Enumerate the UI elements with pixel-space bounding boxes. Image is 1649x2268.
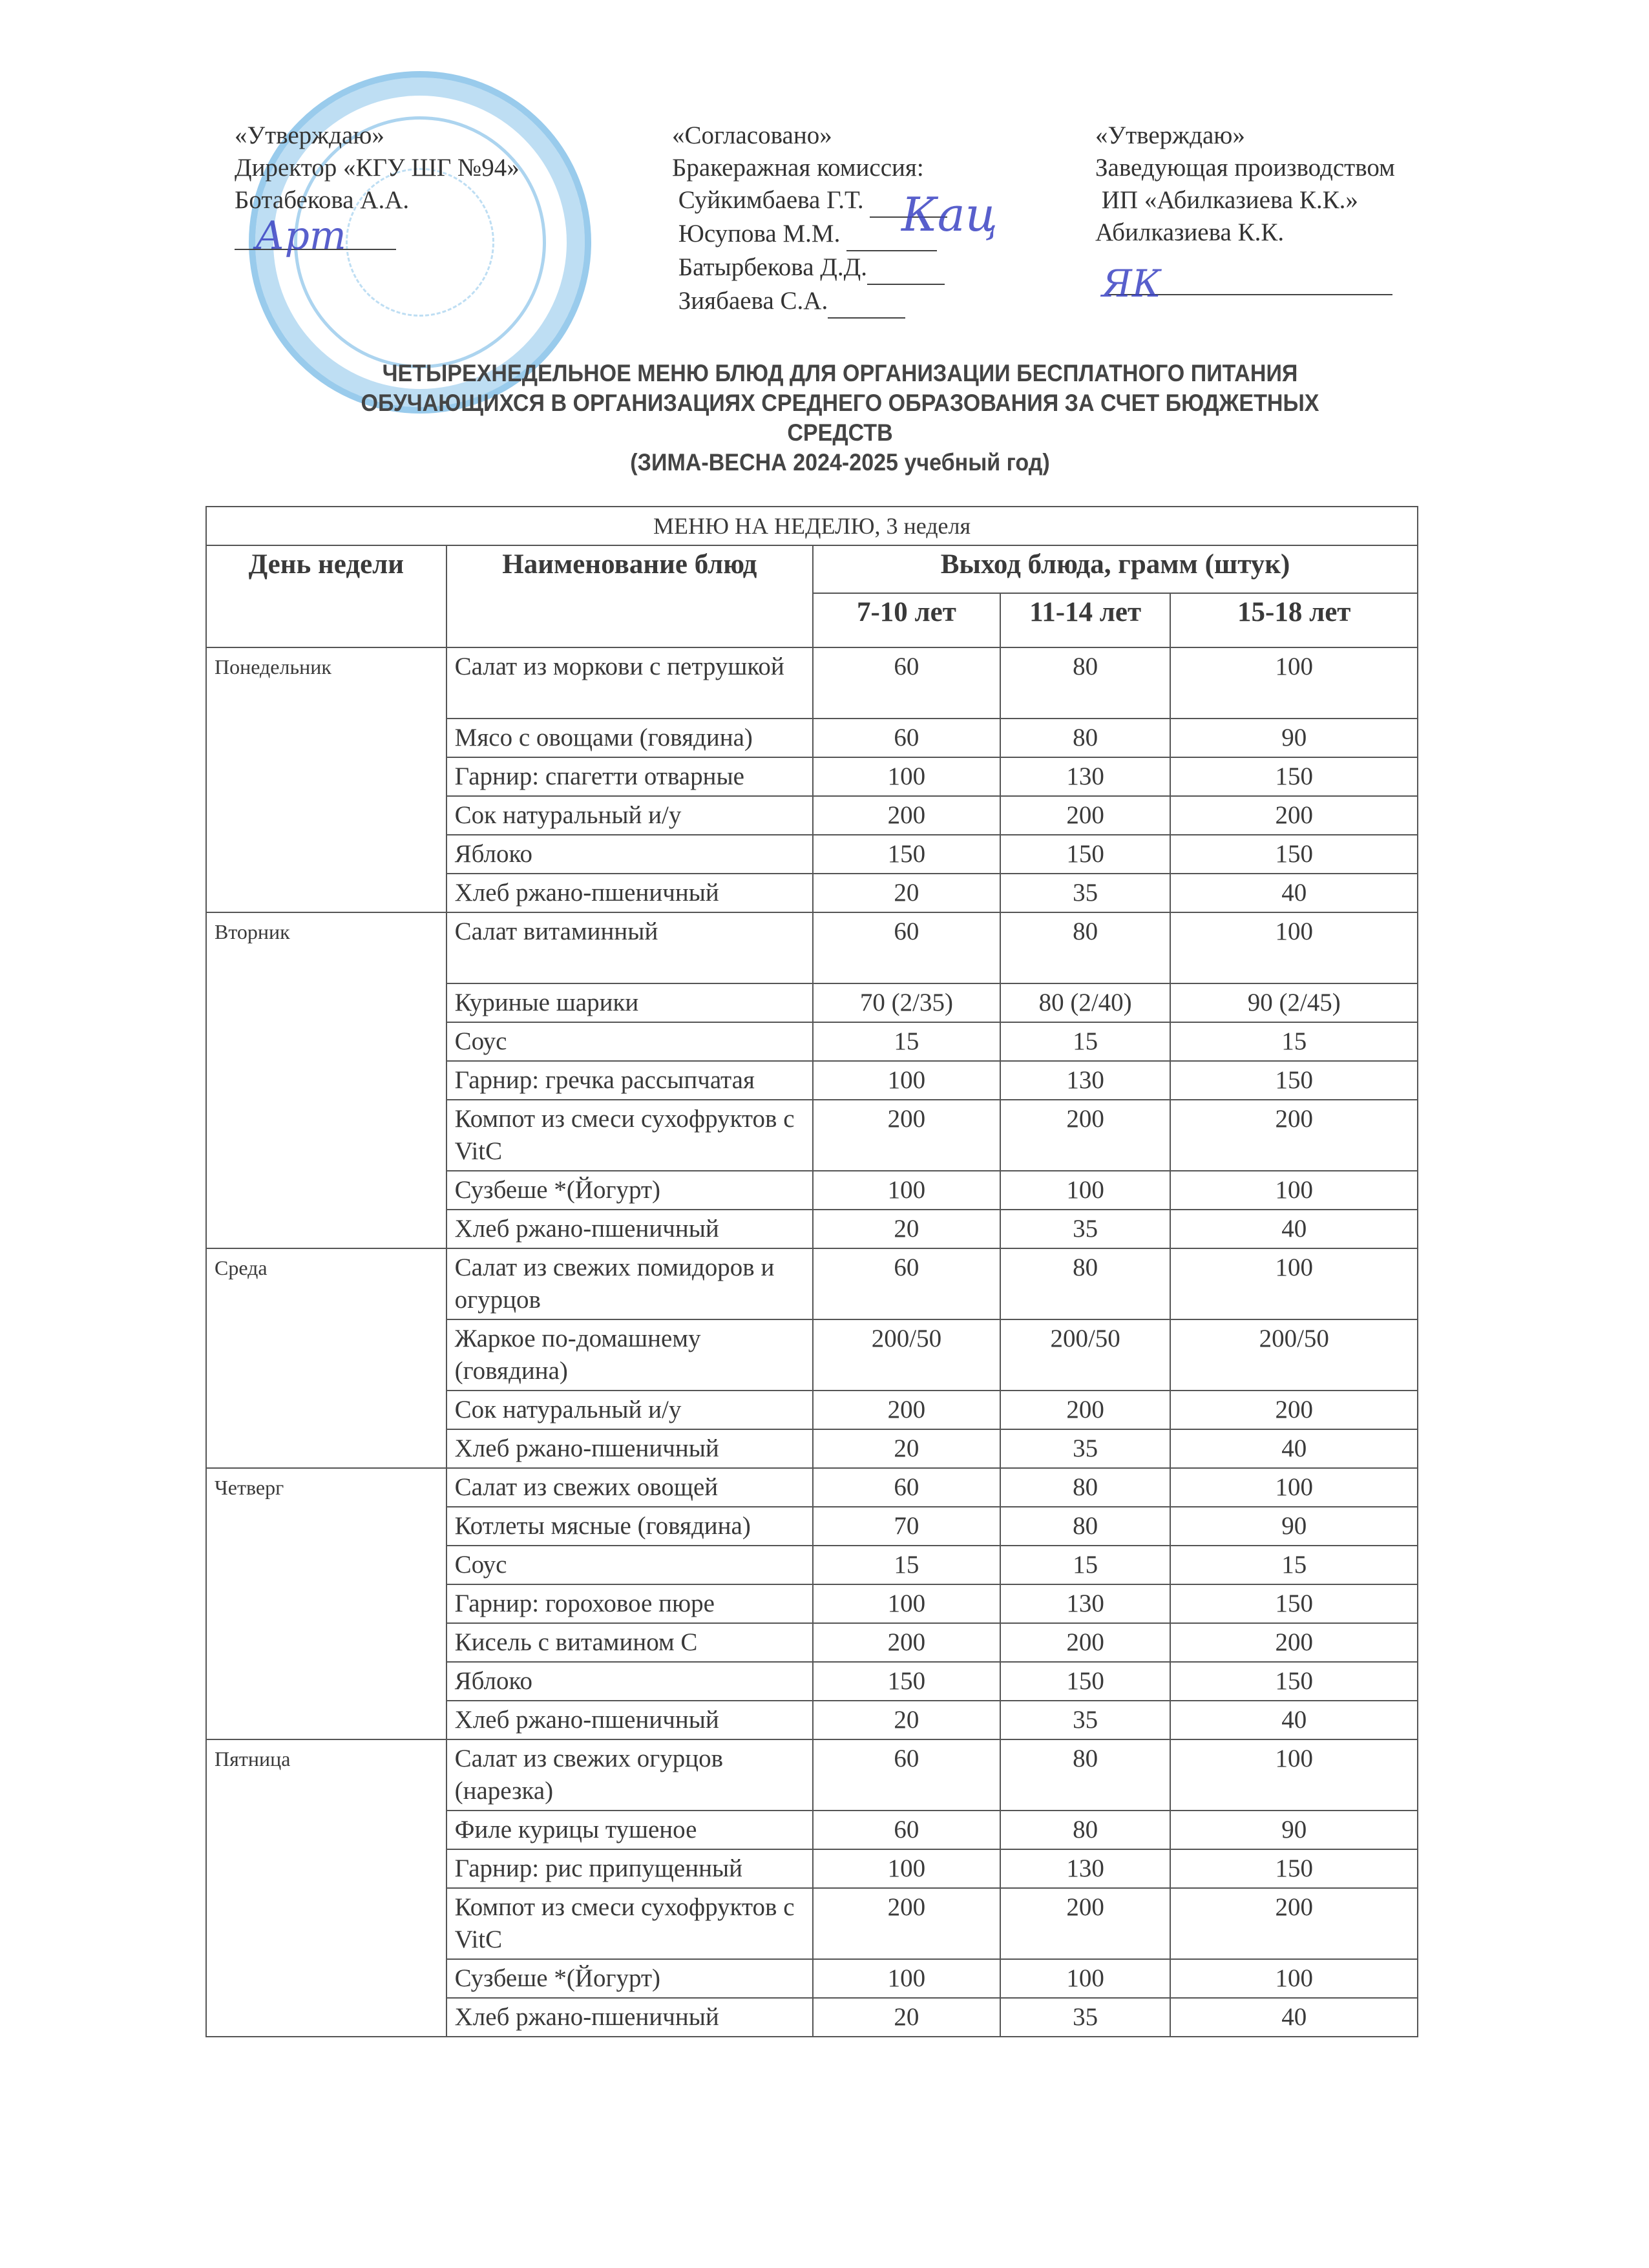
portion-15-18-cell: 40 [1170, 1998, 1418, 2037]
dish-name-cell: Салат из свежих помидоров и огурцов [446, 1248, 813, 1319]
title-line-3: СРЕДСТВ [787, 419, 893, 446]
portion-7-10-cell: 60 [813, 719, 1000, 757]
portion-15-18-cell: 100 [1170, 912, 1418, 983]
portion-7-10-cell: 150 [813, 1662, 1000, 1701]
portion-7-10-cell: 200 [813, 1100, 1000, 1171]
portion-7-10-cell: 200 [813, 1391, 1000, 1429]
title-line-4: (ЗИМА-ВЕСНА 2024-2025 учебный год) [630, 449, 1050, 476]
portion-7-10-cell: 60 [813, 912, 1000, 983]
dish-name-cell: Хлеб ржано-пшеничный [446, 1701, 813, 1739]
portion-11-14-cell: 200/50 [1000, 1319, 1171, 1391]
header-row [206, 545, 1418, 593]
portion-11-14-cell: 80 [1000, 1468, 1171, 1507]
commission-member: Суйкимбаева Г.Т. [672, 184, 947, 218]
portion-11-14-cell: 80 [1000, 719, 1171, 757]
commission-title: Бракеражная комиссия: [672, 154, 924, 182]
dish-name-cell: Салат из свежих овощей [446, 1468, 813, 1507]
column-header-age-15-18: 15-18 лет [1170, 593, 1418, 647]
portion-15-18-cell: 150 [1170, 1849, 1418, 1888]
week-label: МЕНЮ НА НЕДЕЛЮ, 3 неделя [206, 507, 1418, 545]
portion-7-10-cell: 200/50 [813, 1319, 1000, 1391]
dish-name-cell: Гарнир: гороховое пюре [446, 1584, 813, 1623]
portion-7-10-cell: 20 [813, 1998, 1000, 2037]
portion-15-18-cell: 15 [1170, 1022, 1418, 1061]
dish-name-cell: Сок натуральный и/у [446, 1391, 813, 1429]
commission-member: Зиябаева С.А. [672, 285, 947, 319]
dish-name-cell: Хлеб ржано-пшеничный [446, 874, 813, 912]
portion-11-14-cell: 200 [1000, 1391, 1171, 1429]
approval-heading: «Согласовано» [672, 121, 832, 149]
portion-15-18-cell: 200 [1170, 796, 1418, 835]
day-name-cell: Четверг [206, 1468, 446, 1739]
portion-11-14-cell: 150 [1000, 835, 1171, 874]
portion-11-14-cell: 130 [1000, 1584, 1171, 1623]
portion-11-14-cell: 15 [1000, 1546, 1171, 1584]
portion-11-14-cell: 130 [1000, 757, 1171, 796]
dish-name-cell: Компот из смеси сухофруктов с VitC [446, 1100, 813, 1171]
day-name-cell: Среда [206, 1248, 446, 1468]
portion-7-10-cell: 20 [813, 874, 1000, 912]
column-header-day: День недели [206, 545, 446, 647]
dish-name-cell: Гарнир: рис припущенный [446, 1849, 813, 1888]
document-title [275, 359, 1405, 478]
title-line-1: ЧЕТЫРЕХНЕДЕЛЬНОЕ МЕНЮ БЛЮД ДЛЯ ОРГАНИЗАЦИИ БЕСПЛАТНОГО ПИТАНИЯ [382, 360, 1298, 386]
portion-11-14-cell: 130 [1000, 1061, 1171, 1100]
portion-11-14-cell: 80 [1000, 912, 1171, 983]
portion-11-14-cell: 80 [1000, 1248, 1171, 1319]
portion-11-14-cell: 100 [1000, 1171, 1171, 1210]
portion-11-14-cell: 200 [1000, 1100, 1171, 1171]
portion-15-18-cell: 100 [1170, 1468, 1418, 1507]
approver-organization: ИП «Абилказиева К.К.» [1101, 186, 1358, 214]
dish-name-cell: Хлеб ржано-пшеничный [446, 1998, 813, 2037]
portion-11-14-cell: 150 [1000, 1662, 1171, 1701]
dish-name-cell: Кисель с витамином С [446, 1623, 813, 1662]
dish-name-cell: Гарнир: гречка рассыпчатая [446, 1061, 813, 1100]
signature-commission: Кац [901, 187, 998, 242]
day-name-cell: Пятница [206, 1739, 446, 2037]
portion-7-10-cell: 70 (2/35) [813, 983, 1000, 1022]
approver-name: Ботабекова А.А. [235, 186, 410, 214]
portion-7-10-cell: 100 [813, 757, 1000, 796]
approver-position: Заведующая производством [1095, 154, 1395, 182]
portion-15-18-cell: 200/50 [1170, 1319, 1418, 1391]
dish-name-cell: Салат из моркови с петрушкой [446, 647, 813, 719]
dish-name-cell: Сузбеше *(Йогурт) [446, 1959, 813, 1998]
portion-7-10-cell: 150 [813, 835, 1000, 874]
portion-11-14-cell: 200 [1000, 1623, 1171, 1662]
portion-7-10-cell: 100 [813, 1171, 1000, 1210]
portion-15-18-cell: 90 (2/45) [1170, 983, 1418, 1022]
portion-11-14-cell: 15 [1000, 1022, 1171, 1061]
portion-11-14-cell: 80 [1000, 1507, 1171, 1546]
portion-15-18-cell: 200 [1170, 1888, 1418, 1959]
dish-name-cell: Сузбеше *(Йогурт) [446, 1171, 813, 1210]
commission-member: Батырбекова Д.Д. [672, 251, 947, 285]
portion-15-18-cell: 150 [1170, 1584, 1418, 1623]
column-header-portion: Выход блюда, грамм (штук) [813, 545, 1418, 593]
approval-heading: «Утверждаю» [235, 121, 384, 149]
portion-11-14-cell: 80 [1000, 1739, 1171, 1811]
week-label-row [206, 507, 1418, 545]
portion-7-10-cell: 60 [813, 1739, 1000, 1811]
table-row [206, 647, 1418, 719]
dish-name-cell: Жаркое по-домашнему (говядина) [446, 1319, 813, 1391]
dish-name-cell: Хлеб ржано-пшеничный [446, 1210, 813, 1248]
dish-name-cell: Котлеты мясные (говядина) [446, 1507, 813, 1546]
dish-name-cell: Компот из смеси сухофруктов с VitC [446, 1888, 813, 1959]
portion-7-10-cell: 70 [813, 1507, 1000, 1546]
portion-15-18-cell: 100 [1170, 1959, 1418, 1998]
weekly-menu-table [205, 506, 1418, 2037]
dish-name-cell: Соус [446, 1546, 813, 1584]
approval-heading: «Утверждаю» [1095, 121, 1245, 149]
portion-15-18-cell: 150 [1170, 835, 1418, 874]
dish-name-cell: Филе курицы тушеное [446, 1811, 813, 1849]
day-name-cell: Понедельник [206, 647, 446, 912]
table-row [206, 1248, 1418, 1319]
portion-11-14-cell: 35 [1000, 874, 1171, 912]
dish-name-cell: Салат витаминный [446, 912, 813, 983]
day-name-cell: Вторник [206, 912, 446, 1248]
portion-15-18-cell: 90 [1170, 719, 1418, 757]
portion-7-10-cell: 20 [813, 1701, 1000, 1739]
portion-7-10-cell: 100 [813, 1849, 1000, 1888]
dish-name-cell: Куриные шарики [446, 983, 813, 1022]
portion-7-10-cell: 20 [813, 1429, 1000, 1468]
portion-15-18-cell: 90 [1170, 1507, 1418, 1546]
portion-7-10-cell: 200 [813, 796, 1000, 835]
portion-7-10-cell: 200 [813, 1623, 1000, 1662]
portion-7-10-cell: 60 [813, 1811, 1000, 1849]
dish-name-cell: Соус [446, 1022, 813, 1061]
portion-7-10-cell: 200 [813, 1888, 1000, 1959]
portion-11-14-cell: 35 [1000, 1998, 1171, 2037]
portion-7-10-cell: 100 [813, 1584, 1000, 1623]
portion-11-14-cell: 80 [1000, 1811, 1171, 1849]
dish-name-cell: Мясо с овощами (говядина) [446, 719, 813, 757]
portion-15-18-cell: 100 [1170, 1248, 1418, 1319]
portion-15-18-cell: 200 [1170, 1391, 1418, 1429]
portion-15-18-cell: 40 [1170, 1429, 1418, 1468]
table-row [206, 1468, 1418, 1507]
dish-name-cell: Гарнир: спагетти отварные [446, 757, 813, 796]
portion-11-14-cell: 35 [1000, 1701, 1171, 1739]
portion-11-14-cell: 80 (2/40) [1000, 983, 1171, 1022]
portion-15-18-cell: 150 [1170, 1662, 1418, 1701]
commission-member: Юсупова М.М. [672, 218, 947, 251]
portion-15-18-cell: 150 [1170, 757, 1418, 796]
portion-7-10-cell: 60 [813, 1468, 1000, 1507]
portion-15-18-cell: 90 [1170, 1811, 1418, 1849]
portion-15-18-cell: 40 [1170, 1701, 1418, 1739]
portion-15-18-cell: 100 [1170, 1739, 1418, 1811]
table-row [206, 912, 1418, 983]
portion-15-18-cell: 200 [1170, 1100, 1418, 1171]
approver-name: Абилказиева К.К. [1095, 218, 1285, 246]
portion-7-10-cell: 60 [813, 647, 1000, 719]
portion-11-14-cell: 35 [1000, 1429, 1171, 1468]
dish-name-cell: Яблоко [446, 1662, 813, 1701]
portion-15-18-cell: 15 [1170, 1546, 1418, 1584]
portion-7-10-cell: 15 [813, 1022, 1000, 1061]
portion-11-14-cell: 200 [1000, 796, 1171, 835]
dish-name-cell: Яблоко [446, 835, 813, 874]
signature-production-head: ЯК [1102, 262, 1161, 306]
dish-name-cell: Хлеб ржано-пшеничный [446, 1429, 813, 1468]
portion-11-14-cell: 80 [1000, 647, 1171, 719]
portion-7-10-cell: 100 [813, 1959, 1000, 1998]
portion-7-10-cell: 60 [813, 1248, 1000, 1319]
portion-11-14-cell: 35 [1000, 1210, 1171, 1248]
menu-table-body [206, 647, 1418, 2037]
portion-7-10-cell: 20 [813, 1210, 1000, 1248]
portion-11-14-cell: 200 [1000, 1888, 1171, 1959]
portion-15-18-cell: 150 [1170, 1061, 1418, 1100]
portion-7-10-cell: 15 [813, 1546, 1000, 1584]
approver-position: Директор «КГУ ШГ №94» [235, 154, 520, 182]
portion-15-18-cell: 200 [1170, 1623, 1418, 1662]
portion-11-14-cell: 100 [1000, 1959, 1171, 1998]
portion-15-18-cell: 100 [1170, 647, 1418, 719]
signature-director: Арт [255, 213, 346, 258]
portion-15-18-cell: 40 [1170, 1210, 1418, 1248]
dish-name-cell: Сок натуральный и/у [446, 796, 813, 835]
column-header-dish: Наименование блюд [446, 545, 813, 647]
title-line-2: ОБУЧАЮЩИХСЯ В ОРГАНИЗАЦИЯХ СРЕДНЕГО ОБРАЗОВАНИЯ ЗА СЧЕТ БЮДЖЕТНЫХ [361, 390, 1319, 416]
portion-7-10-cell: 100 [813, 1061, 1000, 1100]
column-header-age-7-10: 7-10 лет [813, 593, 1000, 647]
portion-11-14-cell: 130 [1000, 1849, 1171, 1888]
column-header-age-11-14: 11-14 лет [1000, 593, 1171, 647]
portion-15-18-cell: 100 [1170, 1171, 1418, 1210]
table-row [206, 1739, 1418, 1811]
portion-15-18-cell: 40 [1170, 874, 1418, 912]
dish-name-cell: Салат из свежих огурцов (нарезка) [446, 1739, 813, 1811]
